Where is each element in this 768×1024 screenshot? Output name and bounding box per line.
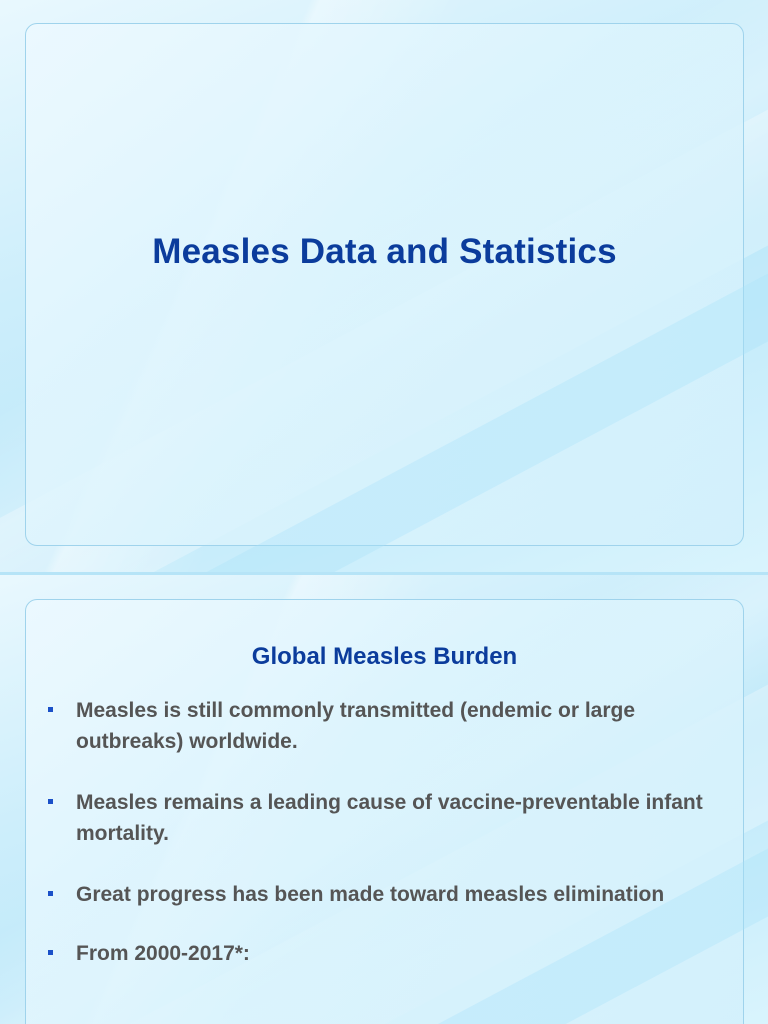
bullet-item: [48, 787, 708, 849]
content-slide: [0, 575, 768, 1024]
bullet-text: From 2000-2017*:: [76, 942, 250, 965]
slide-title: Measles Data and Statistics: [152, 232, 617, 271]
bullet-item: [48, 938, 708, 969]
bullet-list: [48, 695, 708, 999]
bullet-item: [48, 695, 708, 757]
square-bullet-icon: [48, 950, 53, 955]
bullet-text: Measles remains a leading cause of vaccine-preventable infant mortality.: [76, 791, 703, 845]
bullet-item: [48, 879, 708, 910]
bullet-text: Measles is still commonly transmitted (endemic or large outbreaks) worldwide.: [76, 699, 636, 753]
square-bullet-icon: [48, 707, 53, 712]
square-bullet-icon: [48, 891, 53, 896]
content-slide-panel: [25, 599, 744, 1024]
slide-heading: Global Measles Burden: [251, 643, 518, 670]
square-bullet-icon: [48, 799, 53, 804]
bullet-text: Great progress has been made toward measles elimination: [76, 883, 665, 906]
title-slide-panel: [25, 23, 744, 546]
